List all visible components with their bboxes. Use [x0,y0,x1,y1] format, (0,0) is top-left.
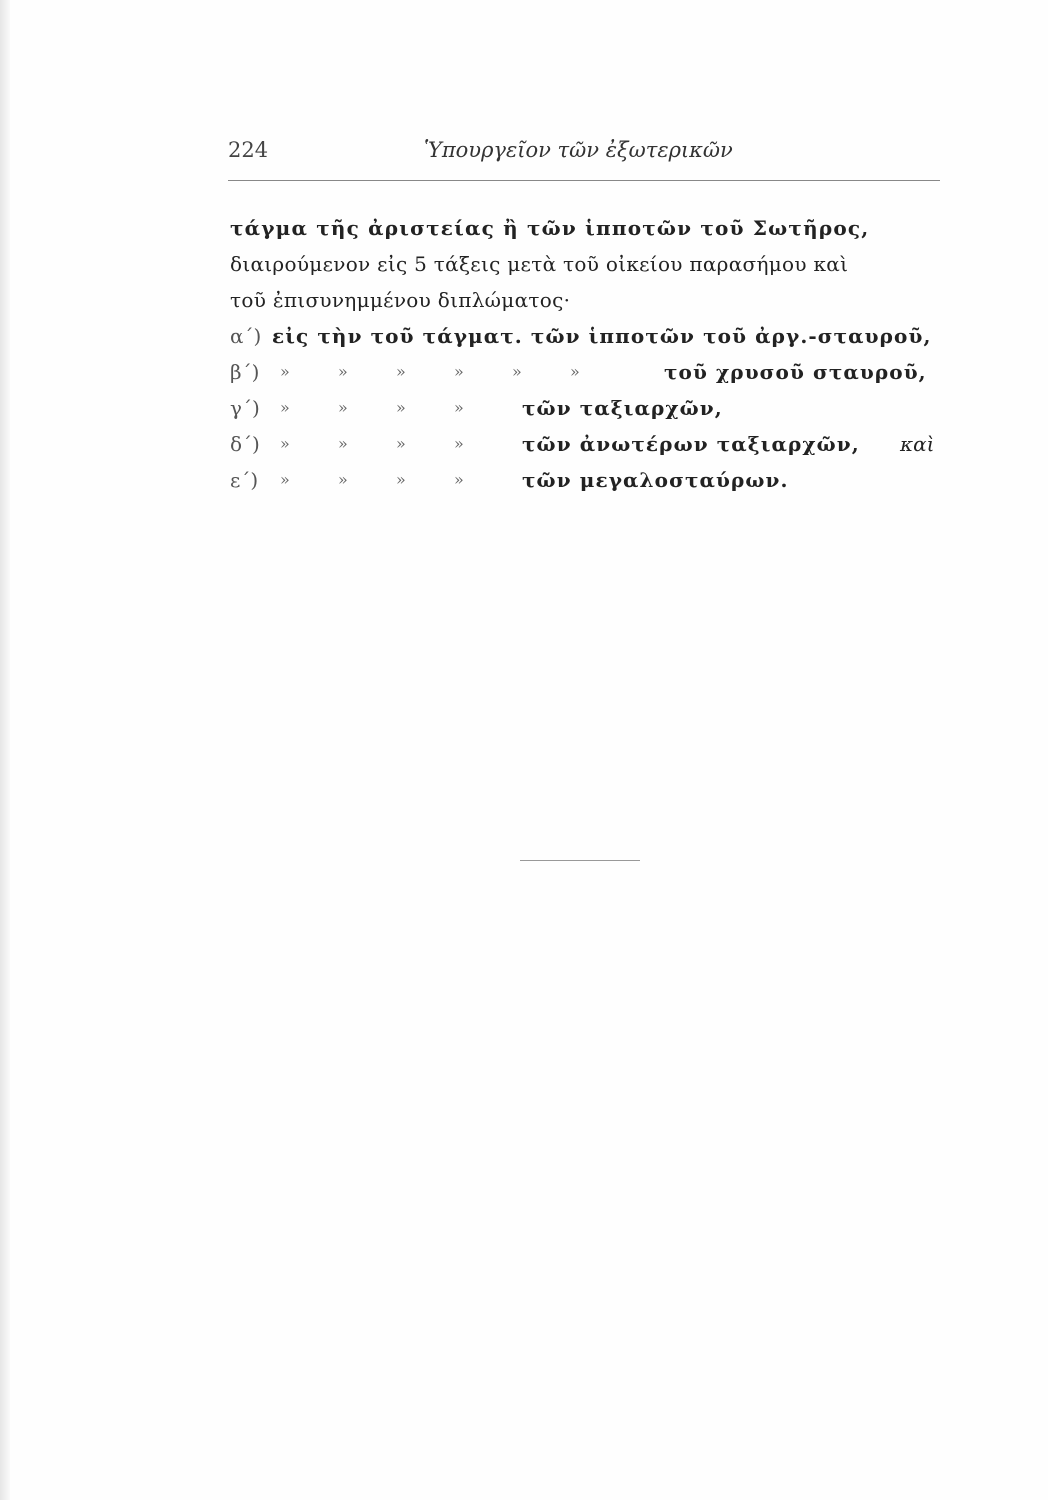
ditto-mark: » [338,434,348,453]
item-text: τοῦ χρυσοῦ σταυροῦ, [664,360,927,384]
ditto-mark: » [338,362,348,381]
ditto-mark: » [280,434,290,453]
ditto-mark: » [396,434,406,453]
ditto-marks [280,426,476,462]
list-item [230,354,945,390]
list-item [230,390,945,426]
item-label: γ΄) [230,396,260,420]
item-text: εἰς τὴν τοῦ τάγματ. τῶν ἱπποτῶν τοῦ ἀργ.-σταυροῦ, [272,324,932,348]
header-rule [228,180,940,181]
paragraph-line: τοῦ ἐπισυνημμένου διπλώματος· [230,288,571,312]
ditto-mark: » [454,470,464,489]
paragraph-line: τάγμα τῆς ἀριστείας ἢ τῶν ἱπποτῶν τοῦ Σωτῆρος, [230,216,870,240]
ditto-marks [280,390,476,426]
ditto-mark: » [512,362,522,381]
item-label: α΄) [230,324,262,348]
list-item [230,426,945,462]
item-text: τῶν ἀνωτέρων ταξιαρχῶν, [522,432,860,456]
ditto-mark: » [454,398,464,417]
ditto-mark: » [396,362,406,381]
ditto-marks [280,462,476,498]
item-text: τῶν μεγαλοσταύρων. [522,468,789,492]
list-item [230,318,945,354]
page-number: 224 [228,138,269,162]
item-tail: καὶ [900,432,935,456]
ditto-mark: » [338,398,348,417]
ditto-mark: » [396,398,406,417]
paragraph-line: διαιρούμενον εἰς 5 τάξεις μετὰ τοῦ οἰκείου παρασήμου καὶ [230,252,849,276]
ditto-mark: » [570,362,580,381]
ditto-mark: » [454,362,464,381]
section-end-rule [520,860,640,861]
running-title: Ὑπουργεῖον τῶν ἐξωτερικῶν [424,138,733,162]
ditto-mark: » [280,470,290,489]
ditto-mark: » [338,470,348,489]
ditto-marks [280,354,592,390]
body-text [230,210,945,498]
list-item [230,462,945,498]
page-header [228,134,940,180]
item-label: δ΄) [230,432,260,456]
item-text: τῶν ταξιαρχῶν, [522,396,723,420]
ditto-mark: » [396,470,406,489]
item-label: ε΄) [230,468,259,492]
page-edge-shadow [0,0,10,1500]
item-label: β΄) [230,360,260,384]
ditto-mark: » [280,398,290,417]
ditto-mark: » [454,434,464,453]
ditto-mark: » [280,362,290,381]
